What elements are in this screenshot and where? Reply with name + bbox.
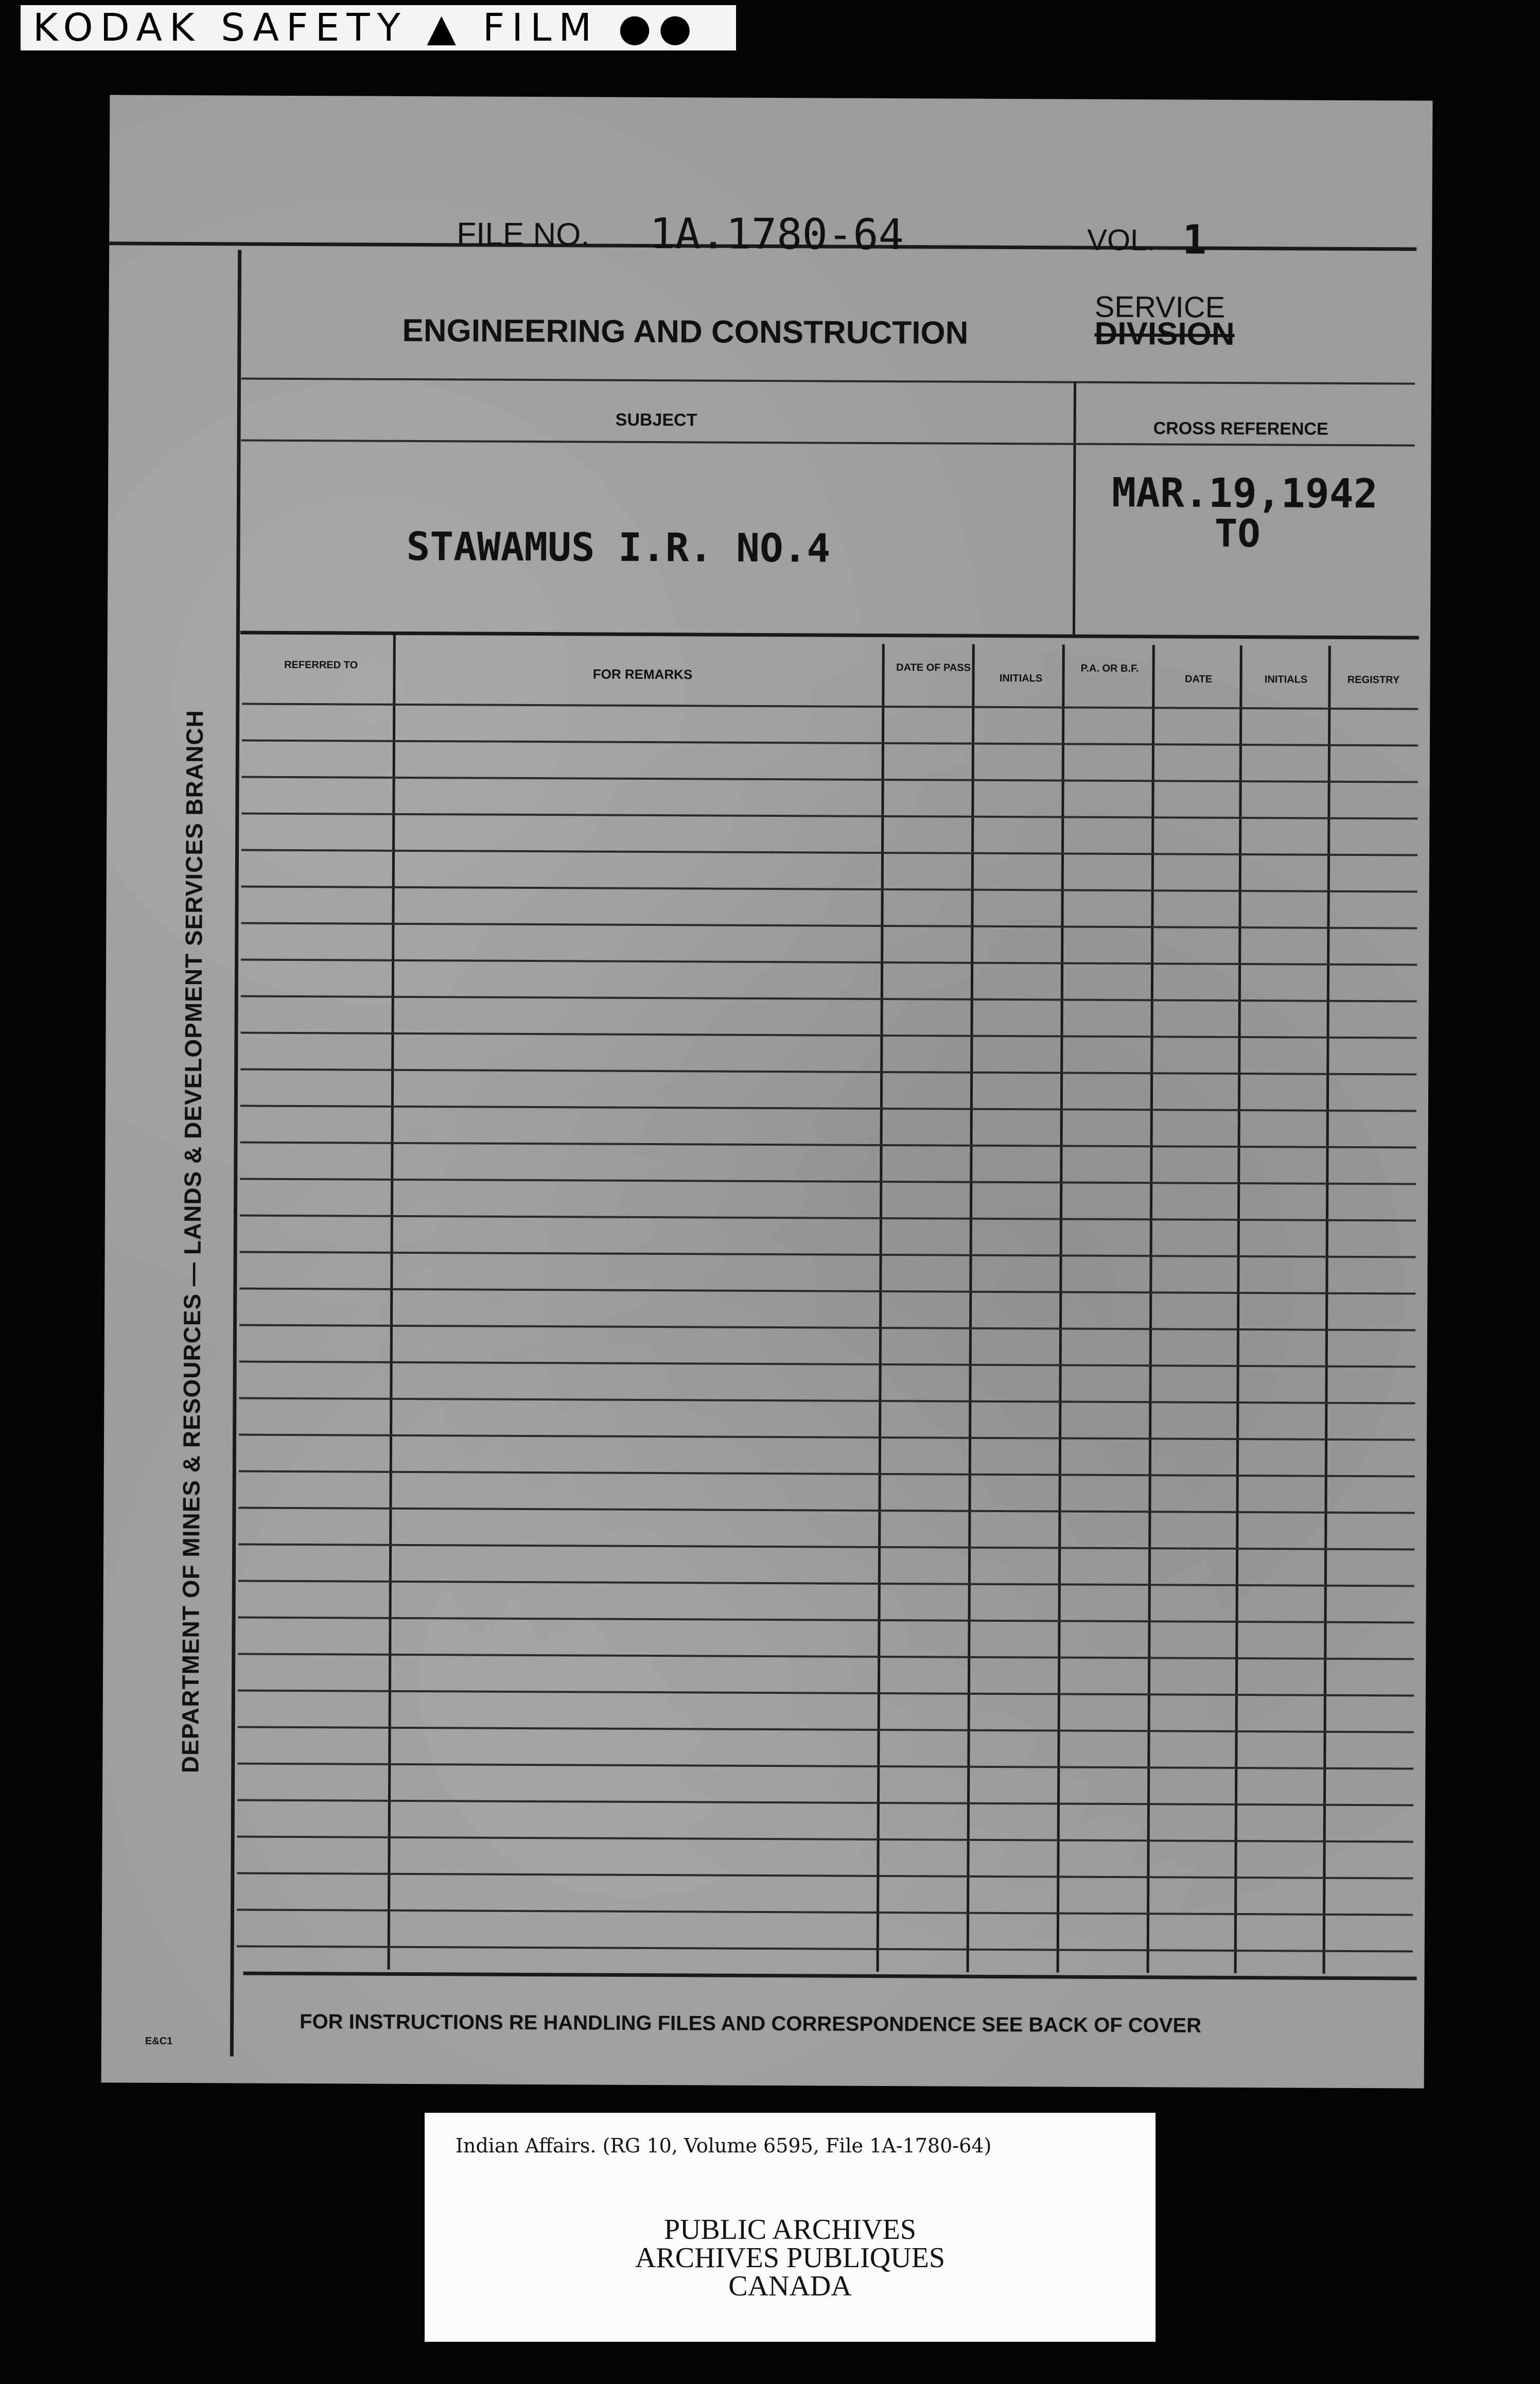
archive-line-3: CANADA <box>728 2270 852 2302</box>
col-initials-1: INITIALS <box>999 672 1043 685</box>
col-divider <box>967 644 975 1972</box>
col-divider <box>1234 645 1242 1973</box>
vol-label: VOL. <box>1087 223 1156 257</box>
ruled-rows <box>110 95 1432 100</box>
file-cover-sheet <box>101 95 1433 2088</box>
form-title: ENGINEERING AND CONSTRUCTION <box>402 312 969 351</box>
col-divider <box>1323 646 1331 1974</box>
col-referred-to: REFERRED TO <box>284 659 358 671</box>
archive-line-1: PUBLIC ARCHIVES <box>663 2214 917 2246</box>
col-divider <box>1147 645 1155 1973</box>
col-registry: REGISTRY <box>1347 674 1400 686</box>
subject-divider <box>1073 382 1076 635</box>
cross-reference-label: CROSS REFERENCE <box>1153 418 1328 439</box>
footer-instructions: FOR INSTRUCTIONS RE HANDLING FILES AND CORRESPONDENCE SEE BACK OF COVER <box>300 2010 1202 2037</box>
table-top-rule <box>240 631 1419 640</box>
cross-reference-to: TO <box>1214 511 1261 556</box>
table-bottom-rule <box>243 1972 1417 1980</box>
col-initials-2: INITIALS <box>1264 674 1308 686</box>
archive-reference: Indian Affairs. (RG 10, Volume 6595, File 1A-1780-64) <box>456 2134 992 2157</box>
col-pa-or-bf: P.A. OR B.F. <box>1080 662 1139 675</box>
file-no-value: 1A.1780-64 <box>650 209 904 260</box>
subject-value: STAWAMUS I.R. NO.4 <box>406 523 831 571</box>
col-for-remarks: FOR REMARKS <box>592 666 693 682</box>
form-code: E&C1 <box>145 2035 173 2047</box>
subject-label: SUBJECT <box>615 410 697 430</box>
subject-header-rule <box>241 440 1415 447</box>
vol-value: 1 <box>1182 217 1207 264</box>
archive-line-2: ARCHIVES PUBLIQUES <box>635 2242 946 2274</box>
film-edge-label: KODAK SAFETY ▲ FILM ●● <box>21 5 736 50</box>
col-divider <box>877 644 885 1972</box>
struck-word: DIVISION <box>1094 315 1235 352</box>
inserted-word: SERVICE <box>1094 290 1226 324</box>
department-side-text: DEPARTMENT OF MINES & RESOURCES — LANDS & DEVELOPMENT SERVICES BRANCH <box>177 710 208 1774</box>
title-rule <box>241 378 1415 385</box>
left-margin-rule <box>230 250 241 2056</box>
archive-slip <box>425 2113 1156 2342</box>
col-divider <box>388 634 396 1970</box>
col-divider <box>1057 644 1065 1972</box>
col-date-of-pass: DATE OF PASS <box>896 662 971 674</box>
cross-reference-date: MAR.19,1942 <box>1111 469 1378 518</box>
file-no-label: FILE NO. <box>457 216 590 253</box>
col-date: DATE <box>1184 673 1213 685</box>
